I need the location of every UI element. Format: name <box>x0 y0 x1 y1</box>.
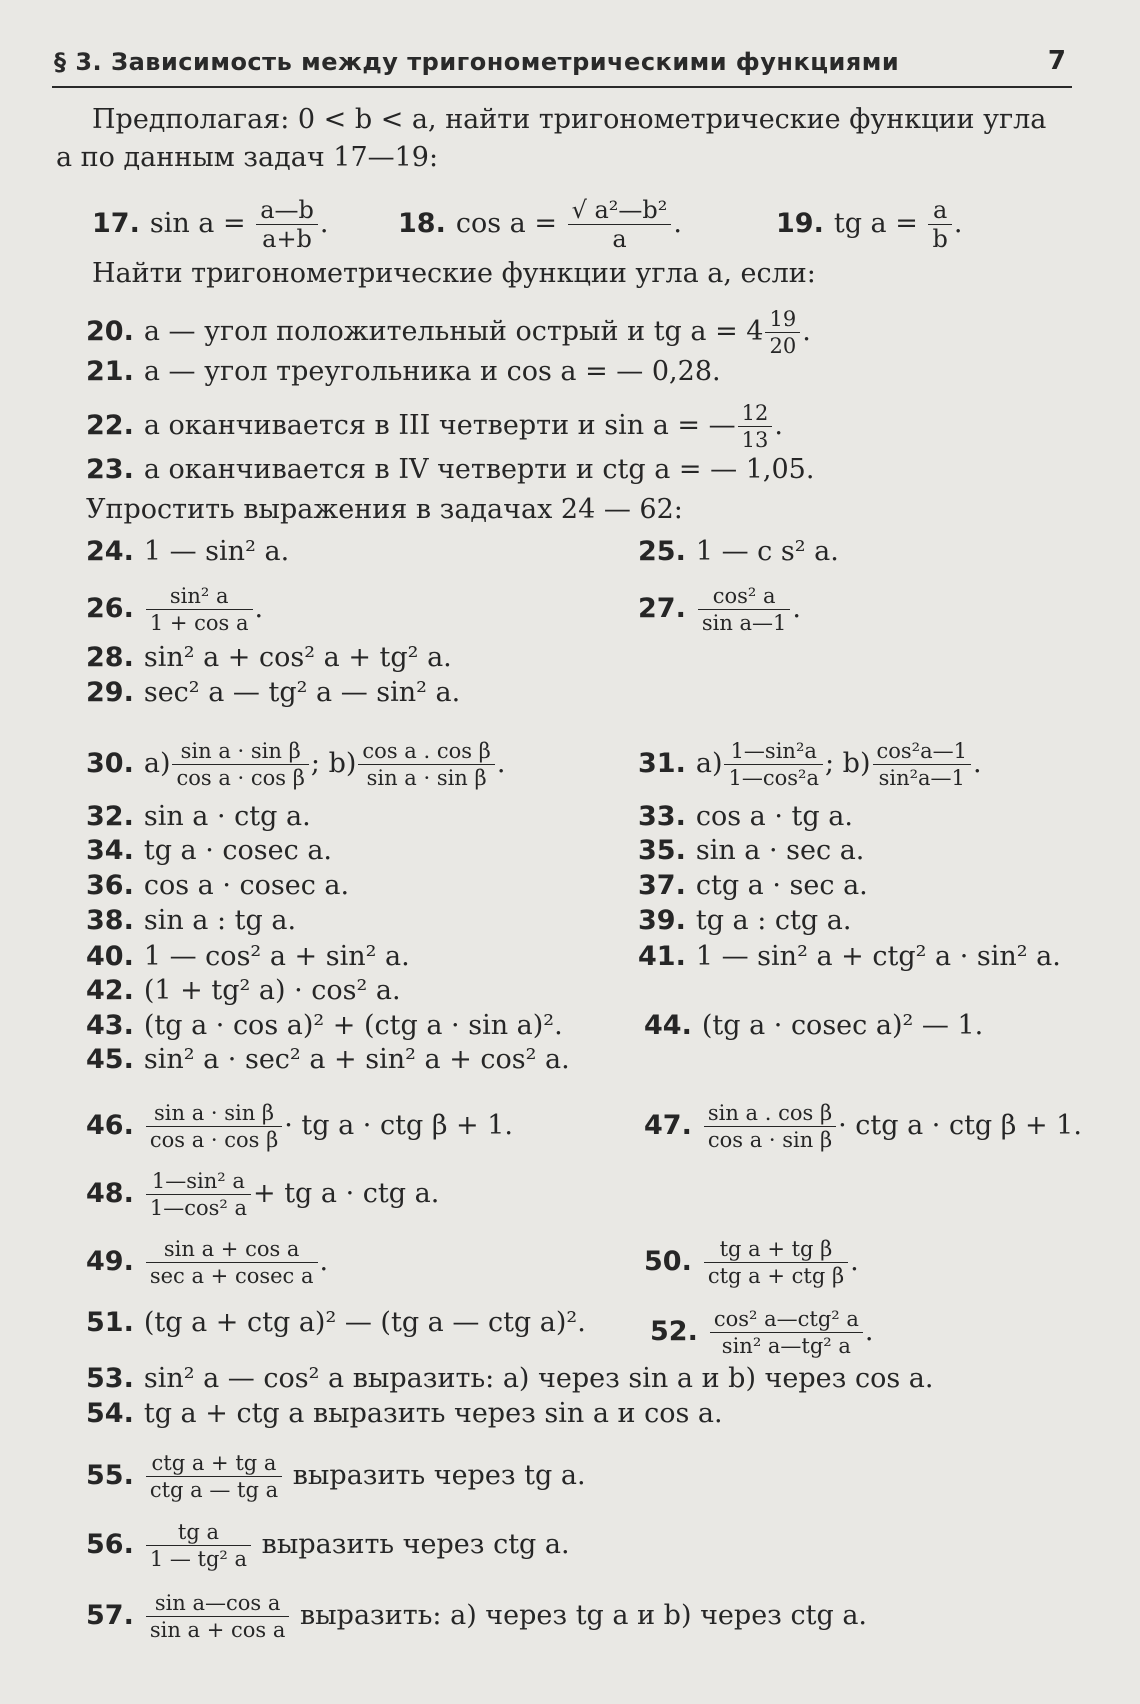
problem-text: a — угол треугольника и cos a = — 0,28. <box>143 356 721 387</box>
problem-number: 56. <box>86 1529 134 1560</box>
problem-number: 39. <box>638 905 686 936</box>
problem-number: 22. <box>86 410 134 441</box>
numerator: ctg a + tg a <box>146 1450 282 1477</box>
intro-line-3: Найти тригонометрические функции угла a, если: <box>92 258 816 289</box>
denominator: 1—cos²a <box>728 766 819 790</box>
problem-text: (tg a + ctg a)² — (tg a — ctg a)². <box>143 1307 586 1338</box>
problem-number: 28. <box>86 642 134 673</box>
numerator: cos² a <box>698 583 791 610</box>
problem-55 <box>86 1450 586 1503</box>
problem-text: sin² a — cos² a выразить: a) через sin a и b) через cos a. <box>143 1363 934 1394</box>
denominator: cos a · cos β <box>176 766 305 790</box>
problem-number: 43. <box>86 1010 134 1041</box>
numerator: sin a + cos a <box>146 1236 318 1263</box>
fraction <box>928 196 951 253</box>
problem-25 <box>638 535 839 569</box>
expr-suffix: + tg a · ctg a. <box>253 1178 440 1209</box>
numerator: tg a <box>146 1519 251 1546</box>
fraction <box>704 1100 836 1153</box>
problem-number: 45. <box>86 1044 134 1075</box>
numerator: √ a²—b² <box>568 196 672 225</box>
denominator: cos a · cos β <box>149 1128 279 1152</box>
problem-text: 1 — c s² a. <box>695 536 839 567</box>
problem-number: 38. <box>86 905 134 936</box>
numerator: sin a—cos a <box>146 1590 290 1617</box>
problem-20 <box>86 306 811 359</box>
fraction <box>568 196 672 253</box>
denominator: b <box>932 225 948 253</box>
denominator: 13 <box>741 428 769 452</box>
problem-number: 37. <box>638 870 686 901</box>
problem-number: 29. <box>86 677 134 708</box>
problem-number: 41. <box>638 941 686 972</box>
fraction <box>738 400 773 453</box>
problem-text: sin a · sec a. <box>695 835 865 866</box>
problem-32 <box>86 800 311 834</box>
fraction <box>146 1590 290 1643</box>
denominator: sin²a—1 <box>878 766 965 790</box>
problem-27 <box>638 583 801 636</box>
problem-54 <box>86 1397 723 1431</box>
problem-21 <box>86 355 721 389</box>
fraction <box>710 1306 863 1359</box>
problem-18 <box>398 196 682 253</box>
problem-text: 1 — sin² a + ctg² a · sin² a. <box>695 941 1061 972</box>
problem-text: 1 — cos² a + sin² a. <box>143 941 410 972</box>
expr-suffix: . <box>496 748 506 779</box>
numerator: 19 <box>765 306 800 333</box>
denominator: cos a · sin β <box>707 1128 833 1152</box>
problem-number: 40. <box>86 941 134 972</box>
expr-prefix: sin a = <box>149 208 246 239</box>
expr-suffix: выразить: a) через tg a и b) через ctg a. <box>299 1600 867 1631</box>
expr-prefix: cos a = <box>455 208 557 239</box>
denominator: sin a + cos a <box>149 1618 286 1642</box>
expr-suffix: . <box>774 410 783 441</box>
fraction-b <box>873 738 971 791</box>
fraction <box>146 1450 282 1503</box>
numerator: cos² a—ctg² a <box>710 1306 863 1333</box>
problem-number: 21. <box>86 356 134 387</box>
part-a-label: a) <box>143 748 171 779</box>
problem-text: (tg a · cos a)² + (ctg a · sin a)². <box>143 1010 563 1041</box>
numerator: 12 <box>738 400 773 427</box>
problem-24 <box>86 535 289 569</box>
problem-47 <box>644 1100 1082 1153</box>
problem-number: 50. <box>644 1246 692 1277</box>
problem-number: 31. <box>638 748 686 779</box>
problem-number: 44. <box>644 1010 692 1041</box>
denominator: sin a · sin β <box>366 766 487 790</box>
denominator: 1 + cos a <box>149 611 249 635</box>
expr-suffix: . <box>319 1246 329 1277</box>
numerator: 1—sin²a <box>724 738 822 765</box>
problem-44 <box>644 1009 983 1043</box>
page-number: 7 <box>1047 46 1066 76</box>
problem-51 <box>86 1306 586 1340</box>
fraction-a <box>172 738 308 791</box>
running-header <box>52 44 1072 88</box>
numerator: sin² a <box>146 583 253 610</box>
problem-number: 20. <box>86 316 134 347</box>
denominator: a <box>612 225 627 253</box>
expr-suffix: . <box>972 748 982 779</box>
numerator: sin a · sin β <box>146 1100 282 1127</box>
problem-number: 33. <box>638 801 686 832</box>
problem-text: sin² a + cos² a + tg² a. <box>143 642 452 673</box>
problem-number: 27. <box>638 593 686 624</box>
numerator: 1—sin² a <box>146 1168 251 1195</box>
expr-suffix: · ctg a · ctg β + 1. <box>838 1110 1082 1141</box>
fraction <box>146 1236 318 1289</box>
problem-37 <box>638 869 868 903</box>
separator: ; <box>310 748 320 779</box>
problem-number: 42. <box>86 975 134 1006</box>
problem-33 <box>638 800 853 834</box>
problem-number: 25. <box>638 536 686 567</box>
problem-number: 30. <box>86 748 134 779</box>
problem-29 <box>86 676 460 710</box>
problem-52 <box>650 1306 874 1359</box>
numerator: sin a . cos β <box>704 1100 836 1127</box>
problem-31 <box>638 738 982 791</box>
problem-56 <box>86 1519 570 1572</box>
denominator: a+b <box>262 225 312 253</box>
problem-text: cos a · cosec a. <box>143 870 350 901</box>
problem-number: 35. <box>638 835 686 866</box>
problem-number: 34. <box>86 835 134 866</box>
denominator: sin a—1 <box>701 611 787 635</box>
fraction <box>146 1519 251 1572</box>
problem-number: 48. <box>86 1178 134 1209</box>
problem-26 <box>86 583 263 636</box>
expr-suffix: выразить через ctg a. <box>261 1529 570 1560</box>
problem-text: tg a + ctg a выразить через sin a и cos a. <box>143 1398 723 1429</box>
problem-39 <box>638 904 851 938</box>
problem-text: tg a · cosec a. <box>143 835 332 866</box>
problem-number: 49. <box>86 1246 134 1277</box>
expr-suffix: . <box>673 208 682 239</box>
problem-number: 54. <box>86 1398 134 1429</box>
numerator: tg a + tg β <box>704 1236 848 1263</box>
problem-number: 32. <box>86 801 134 832</box>
problem-number: 51. <box>86 1307 134 1338</box>
problem-text: sin a · ctg a. <box>143 801 311 832</box>
problem-19 <box>776 196 962 253</box>
problem-number: 52. <box>650 1316 698 1347</box>
expr-suffix: . <box>319 208 329 239</box>
separator: ; <box>824 748 835 779</box>
problem-text: a — угол положительный острый и tg a = 4 <box>143 316 764 347</box>
problem-38 <box>86 904 296 938</box>
problem-53 <box>86 1362 933 1396</box>
problem-40 <box>86 940 410 974</box>
intro-line-2: a по данным задач 17—19: <box>56 142 439 173</box>
problem-text: ctg a · sec a. <box>695 870 868 901</box>
numerator: a <box>928 196 951 225</box>
expr-suffix: . <box>864 1316 874 1347</box>
expr-suffix: . <box>254 593 264 624</box>
problem-number: 17. <box>92 208 140 239</box>
expr-suffix: выразить через tg a. <box>292 1460 586 1491</box>
part-b-label: b) <box>842 748 871 779</box>
intro-line-4: Упростить выражения в задачах 24 — 62: <box>86 494 683 525</box>
problem-text: tg a : ctg a. <box>695 905 852 936</box>
problem-number: 46. <box>86 1110 134 1141</box>
expr-suffix: . <box>802 316 811 347</box>
problem-36 <box>86 869 349 903</box>
problem-number: 53. <box>86 1363 134 1394</box>
problem-number: 47. <box>644 1110 692 1141</box>
problem-text: sec² a — tg² a — sin² a. <box>143 677 461 708</box>
problem-42 <box>86 974 401 1008</box>
denominator: ctg a + ctg β <box>707 1264 845 1288</box>
expr-prefix: tg a = <box>833 208 918 239</box>
header-title: § 3. Зависимость между тригонометрическими функциями <box>54 48 900 76</box>
problem-57 <box>86 1590 867 1643</box>
problem-text: (tg a · cosec a)² — 1. <box>701 1010 984 1041</box>
intro-line-1: Предполагая: 0 < b < a, найти тригонометрические функции угла <box>92 104 1047 135</box>
problem-49 <box>86 1236 328 1289</box>
fraction-b <box>358 738 494 791</box>
fraction <box>146 1100 282 1153</box>
problem-text: sin a : tg a. <box>143 905 297 936</box>
numerator: a—b <box>256 196 318 225</box>
fraction <box>146 1168 251 1221</box>
problem-34 <box>86 834 332 868</box>
fraction <box>146 583 253 636</box>
problem-text: sin² a · sec² a + sin² a + cos² a. <box>143 1044 570 1075</box>
denominator: 1 — tg² a <box>149 1547 248 1571</box>
problem-46 <box>86 1100 513 1153</box>
denominator: 1—cos² a <box>149 1196 247 1220</box>
part-b-label: b) <box>328 748 357 779</box>
problem-28 <box>86 641 452 675</box>
expr-suffix: · tg a · ctg β + 1. <box>284 1110 513 1141</box>
problem-41 <box>638 940 1061 974</box>
numerator: cos²a—1 <box>873 738 971 765</box>
fraction <box>765 306 800 359</box>
part-a-label: a) <box>695 748 723 779</box>
problem-text: a оканчивается в IV четверти и ctg a = — 1,05. <box>143 454 815 485</box>
denominator: 20 <box>769 334 797 358</box>
problem-number: 26. <box>86 593 134 624</box>
problem-number: 36. <box>86 870 134 901</box>
problem-45 <box>86 1043 570 1077</box>
problem-23 <box>86 453 814 487</box>
problem-50 <box>644 1236 859 1289</box>
expr-suffix: . <box>953 208 963 239</box>
fraction-a <box>724 738 822 791</box>
problem-number: 18. <box>398 208 446 239</box>
denominator: ctg a — tg a <box>149 1478 279 1502</box>
problem-number: 57. <box>86 1600 134 1631</box>
problem-43 <box>86 1009 563 1043</box>
problem-text: a оканчивается в III четверти и sin a = — <box>143 410 736 441</box>
denominator: sin² a—tg² a <box>721 1334 851 1358</box>
problem-35 <box>638 834 864 868</box>
problem-22 <box>86 400 783 453</box>
denominator: sec a + cosec a <box>149 1264 314 1288</box>
fraction <box>698 583 791 636</box>
problem-30 <box>86 738 505 791</box>
numerator: cos a . cos β <box>358 738 494 765</box>
fraction <box>704 1236 848 1289</box>
expr-suffix: . <box>792 593 802 624</box>
problem-text: (1 + tg² a) · cos² a. <box>143 975 401 1006</box>
numerator: sin a · sin β <box>172 738 308 765</box>
problem-text: 1 — sin² a. <box>143 536 290 567</box>
problem-text: cos a · tg a. <box>695 801 853 832</box>
expr-suffix: . <box>850 1246 859 1277</box>
fraction <box>256 196 318 253</box>
problem-48 <box>86 1168 439 1221</box>
problem-number: 55. <box>86 1460 134 1491</box>
problem-number: 23. <box>86 454 134 485</box>
problem-number: 24. <box>86 536 134 567</box>
problem-number: 19. <box>776 208 824 239</box>
problem-17 <box>92 196 328 253</box>
